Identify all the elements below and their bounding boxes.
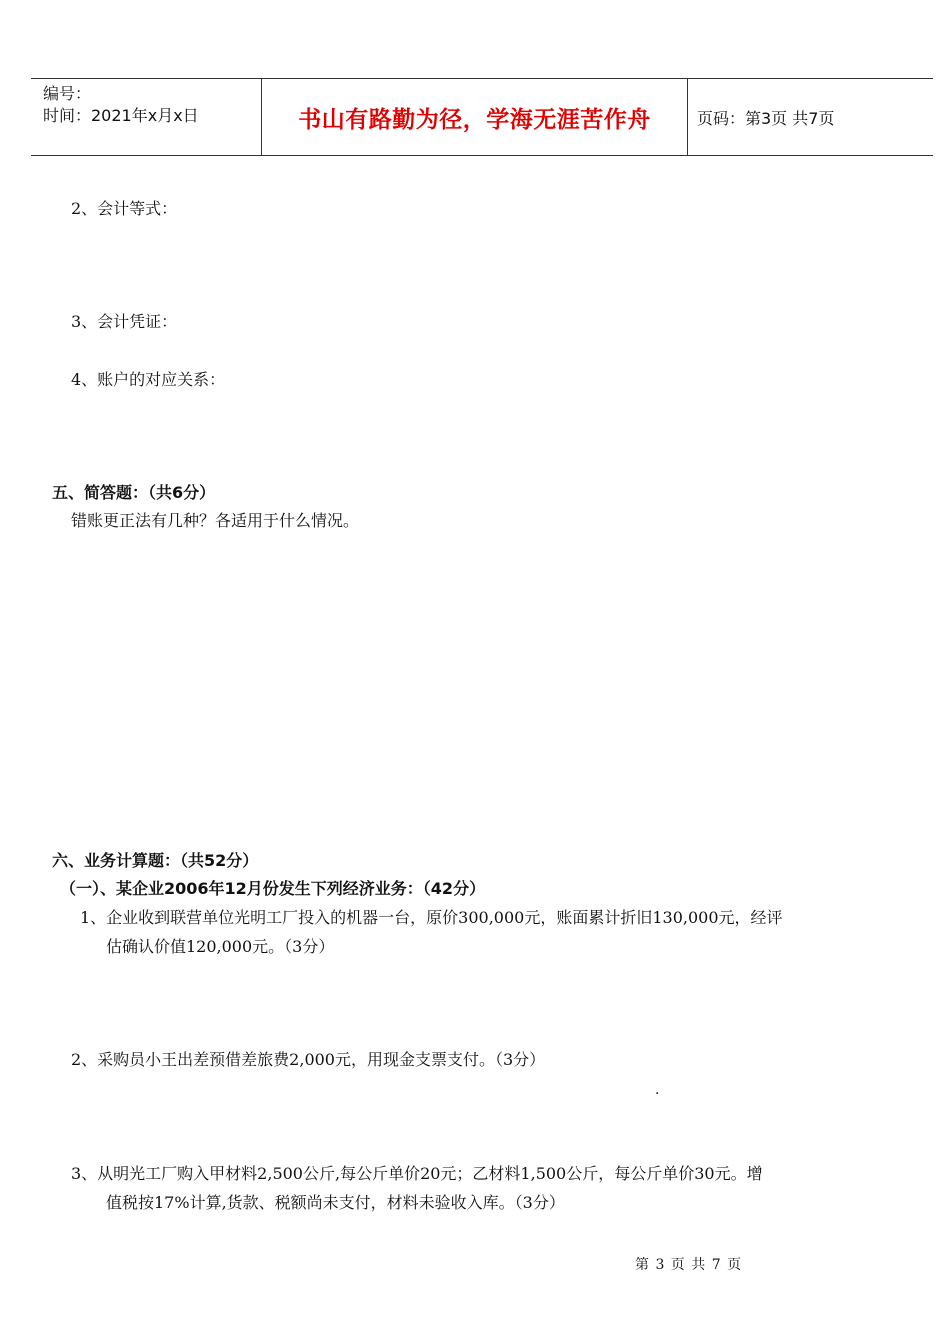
- question-3-line-1: 3、从明光工厂购入甲材料2,500公斤,每公斤单价20元；乙材料1,500公斤，每公斤单价30元。增: [71, 1164, 763, 1183]
- question-3-line-2: 值税按17%计算,货款、税额尚未支付，材料未验收入库。（3分）: [106, 1193, 565, 1212]
- page-footer: 第 3 页 共 7 页: [635, 1257, 743, 1273]
- page-header: [31, 78, 933, 156]
- item-account-correspondence: 4、账户的对应关系：: [71, 370, 226, 389]
- header-motto: 书山有路勤为径，学海无涯苦作舟: [298, 106, 651, 133]
- question-1-line-2: 估确认价值120,000元。（3分）: [106, 937, 335, 956]
- header-meta: [43, 83, 199, 127]
- header-divider-right: [687, 79, 688, 155]
- section5-question: 错账更正法有几种？各适用于什么情况。: [71, 511, 360, 530]
- stray-dot: .: [655, 1082, 660, 1098]
- question-2: 2、采购员小王出差预借差旅费2,000元，用现金支票支付。（3分）: [71, 1050, 546, 1069]
- header-time-label: 时间：2021年x月x日: [43, 106, 199, 125]
- section5-title: 五、简答题：（共6分）: [52, 483, 216, 502]
- header-page-code: 页码：第3页 共7页: [697, 108, 835, 128]
- header-number-label: 编号：: [43, 84, 92, 103]
- question-1-line-1: 1、企业收到联营单位光明工厂投入的机器一台，原价300,000元，账面累计折旧130,000元，经评: [80, 908, 783, 927]
- item-accounting-equation: 2、会计等式：: [71, 199, 178, 218]
- section6-subtitle: （一）、某企业2006年12月份发生下列经济业务：（42分）: [60, 879, 486, 898]
- section6-title: 六、业务计算题：（共52分）: [52, 851, 259, 870]
- item-accounting-voucher: 3、会计凭证：: [71, 312, 178, 331]
